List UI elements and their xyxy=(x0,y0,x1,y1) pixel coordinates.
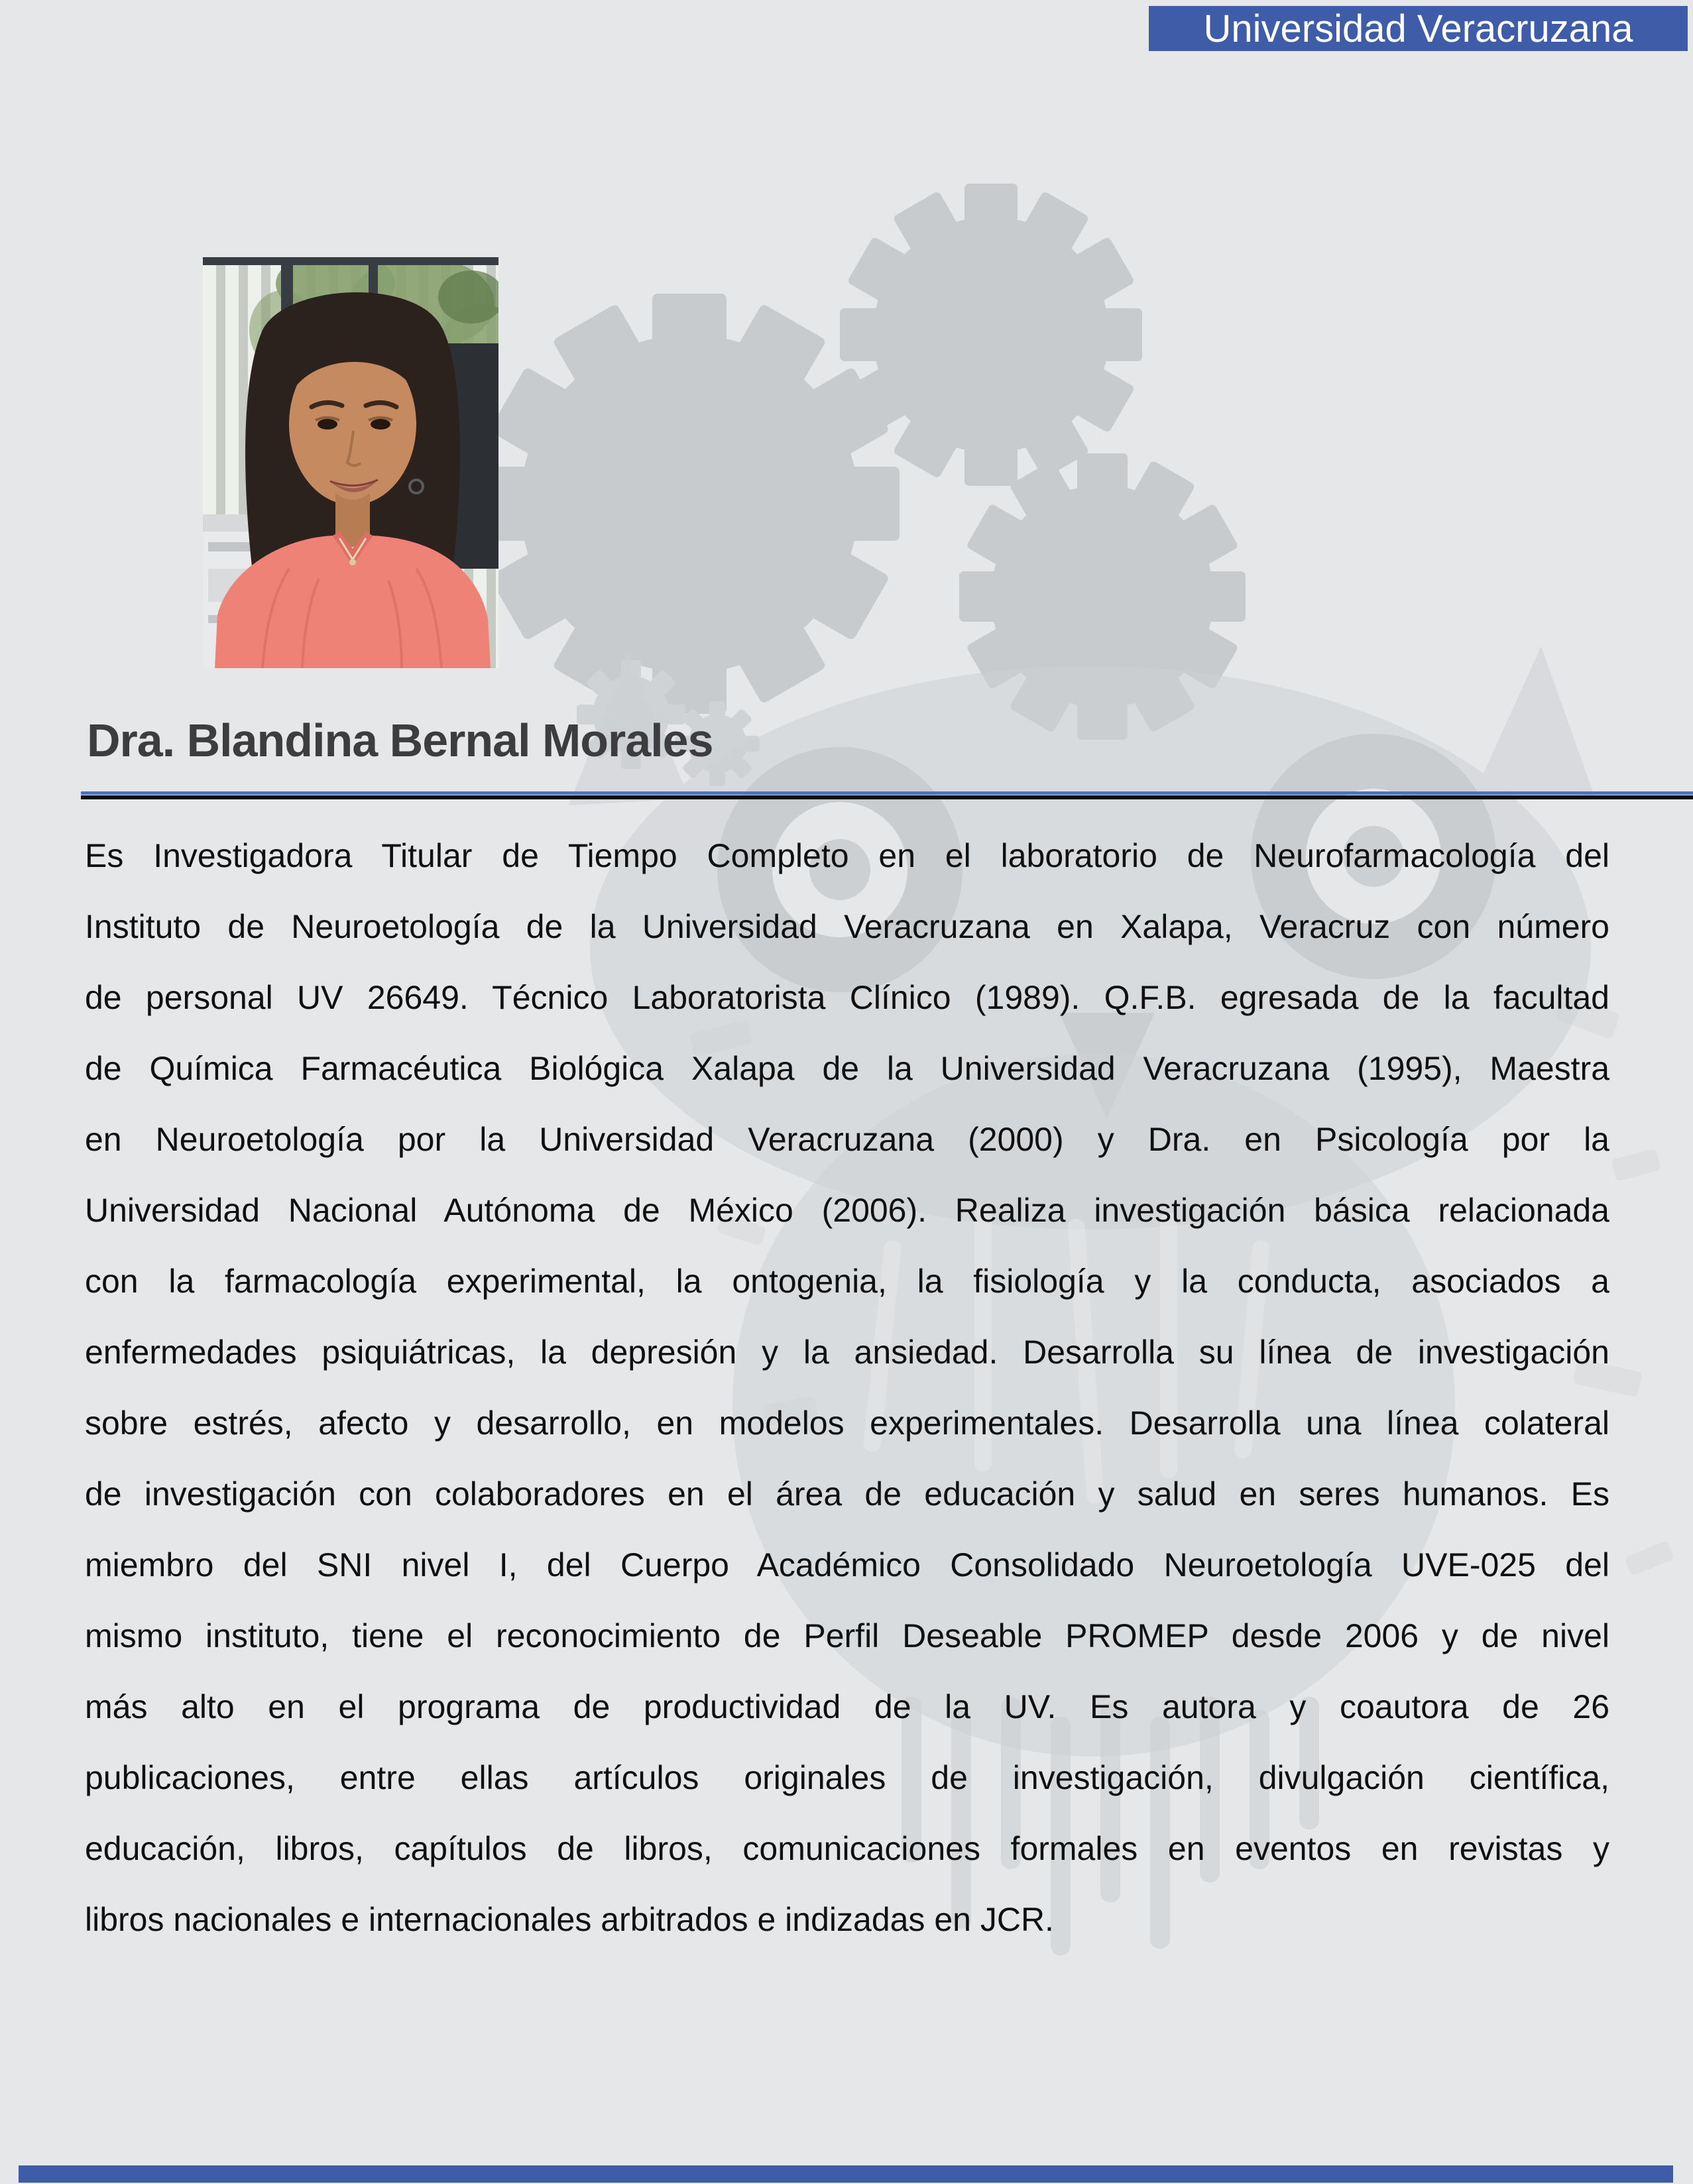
bio-line: Universidad Nacional Autónoma de México (2006). Realiza investigación básica relacionada xyxy=(85,1192,1609,1229)
bio-line: miembro del SNI nivel I, del Cuerpo Académico Consolidado Neuroetología UVE-025 del xyxy=(85,1546,1609,1583)
bio-line: con la farmacología experimental, la ontogenia, la fisiología y la conducta, asociados a xyxy=(85,1263,1609,1300)
title-rule-blue xyxy=(81,791,1693,795)
bio-line: publicaciones, entre ellas artículos originales de investigación, divulgación científica, xyxy=(85,1759,1609,1796)
bio-paragraph xyxy=(85,821,1609,1955)
portrait-illustration xyxy=(203,257,498,668)
bio-line: mismo instituto, tiene el reconocimiento de Perfil Deseable PROMEP desde 2006 y de nivel xyxy=(85,1617,1609,1654)
university-banner-label: Universidad Veracruzana xyxy=(1203,7,1633,50)
footer-bar xyxy=(19,2165,1673,2183)
university-banner xyxy=(1149,6,1688,51)
bio-line: Es Investigadora Titular de Tiempo Completo en el laboratorio de Neurofarmacología del xyxy=(85,837,1609,874)
bio-line: libros nacionales e internacionales arbitrados e indizadas en JCR. xyxy=(85,1901,1054,1938)
bio-line: enfermedades psiquiátricas, la depresión y la ansiedad. Desarrolla su línea de investigación xyxy=(85,1334,1609,1371)
bio-line: de personal UV 26649. Técnico Laboratorista Clínico (1989). Q.F.B. egresada de la facultad xyxy=(85,979,1609,1016)
bio-line: en Neuroetología por la Universidad Veracruzana (2000) y Dra. en Psicología por la xyxy=(85,1121,1609,1158)
bio-line: sobre estrés, afecto y desarrollo, en modelos experimentales. Desarrolla una línea colateral xyxy=(85,1405,1609,1442)
profile-name: Dra. Blandina Bernal Morales xyxy=(87,715,713,766)
bio-line: Instituto de Neuroetología de la Universidad Veracruzana en Xalapa, Veracruz con número xyxy=(85,908,1609,945)
bio-line: de investigación con colaboradores en el área de educación y salud en seres humanos. Es xyxy=(85,1475,1609,1513)
profile-photo xyxy=(203,257,498,668)
bio-line: de Química Farmacéutica Biológica Xalapa de la Universidad Veracruzana (1995), Maestra xyxy=(85,1050,1609,1087)
title-rule-black xyxy=(81,795,1693,799)
bio-line: educación, libros, capítulos de libros, comunicaciones formales en eventos en revistas y xyxy=(85,1830,1609,1867)
bio-line: más alto en el programa de productividad de la UV. Es autora y coautora de 26 xyxy=(85,1688,1609,1725)
